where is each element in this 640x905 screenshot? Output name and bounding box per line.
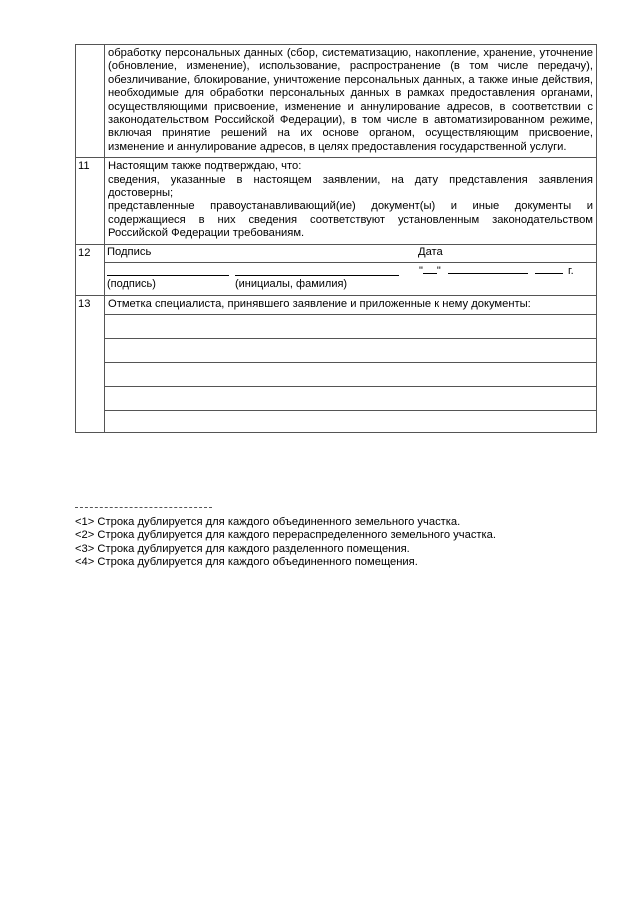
row-number-cell bbox=[76, 45, 105, 158]
footnote-1: <1> Строка дублируется для каждого объединенного земельного участка. bbox=[75, 516, 461, 528]
row-number: 11 bbox=[76, 158, 105, 244]
signature-caption: (подпись) bbox=[107, 277, 156, 290]
application-form-table bbox=[75, 44, 597, 433]
confirmation-intro: Настоящим также подтверждаю, что: bbox=[108, 160, 302, 173]
consent-text: обработку персональных данных (сбор, систематизацию, накопление, хранение, уточнение (обновление, изменение), использование, распространение (в том числе передачу), обезличивание, блокирование, уничтожение персональных данных, а также иные действия, необходимые для обработки персональных данных в рамках предоставления органами, осуществляющими присвоение, изменение и аннулирование адресов, в соответствии с законодательством Российской Федерации), в том числе в автоматизированном режиме, включая принятие решений на их основе органом, осуществляющим присвоение, изменение и аннулирование адресов, в целях предоставления государственной услуги. bbox=[105, 45, 597, 158]
mark-line[interactable] bbox=[105, 315, 596, 339]
signature-field[interactable] bbox=[107, 263, 229, 291]
date-label: Дата bbox=[418, 245, 443, 258]
mark-line[interactable] bbox=[105, 411, 596, 433]
form-row-11 bbox=[76, 158, 597, 244]
signature-table bbox=[105, 245, 596, 295]
row-number: 13 bbox=[76, 295, 105, 432]
month-blank[interactable] bbox=[448, 263, 528, 274]
mark-line[interactable] bbox=[105, 339, 596, 363]
signature-label: Подпись bbox=[107, 245, 152, 258]
row-number: 12 bbox=[76, 244, 105, 295]
specialist-mark-lines bbox=[105, 314, 596, 432]
year-blank[interactable] bbox=[535, 263, 563, 274]
form-row-12 bbox=[76, 244, 597, 295]
footnote-2: <2> Строка дублируется для каждого перераспределенного земельного участка. bbox=[75, 529, 497, 542]
footnotes bbox=[75, 507, 496, 570]
signature-area bbox=[105, 262, 416, 295]
date-open-quote: " bbox=[419, 264, 423, 277]
year-suffix: г. bbox=[568, 264, 574, 277]
initials-caption: (инициалы, фамилия) bbox=[235, 277, 348, 290]
date-field[interactable] bbox=[416, 263, 596, 283]
confirmation-block bbox=[105, 158, 597, 244]
mark-line[interactable] bbox=[105, 363, 596, 387]
specialist-mark-block bbox=[105, 295, 597, 432]
signature-block bbox=[105, 244, 597, 295]
form-row-10 bbox=[76, 45, 597, 158]
day-blank[interactable] bbox=[423, 263, 437, 274]
footnote-4: <4> Строка дублируется для каждого объединенного помещения. bbox=[75, 556, 418, 569]
mark-line[interactable] bbox=[105, 387, 596, 411]
date-area bbox=[416, 262, 596, 295]
confirmation-item-1: сведения, указанные в настоящем заявлении, на дату представления заявления достоверны; bbox=[108, 173, 593, 200]
footnote-separator bbox=[75, 507, 212, 508]
initials-field[interactable] bbox=[235, 263, 399, 291]
form-row-13 bbox=[76, 295, 597, 432]
date-close-quote: " bbox=[436, 264, 441, 277]
specialist-mark-title: Отметка специалиста, принявшего заявление и приложенные к нему документы: bbox=[108, 297, 531, 310]
footnote-3: <3> Строка дублируется для каждого разделенного помещения. bbox=[75, 542, 410, 555]
confirmation-item-2: представленные правоустанавливающий(ие) документ(ы) и иные документы и содержащиеся в них сведения соответствуют установленным законодательством Российской Федерации требованиям. bbox=[108, 200, 593, 240]
